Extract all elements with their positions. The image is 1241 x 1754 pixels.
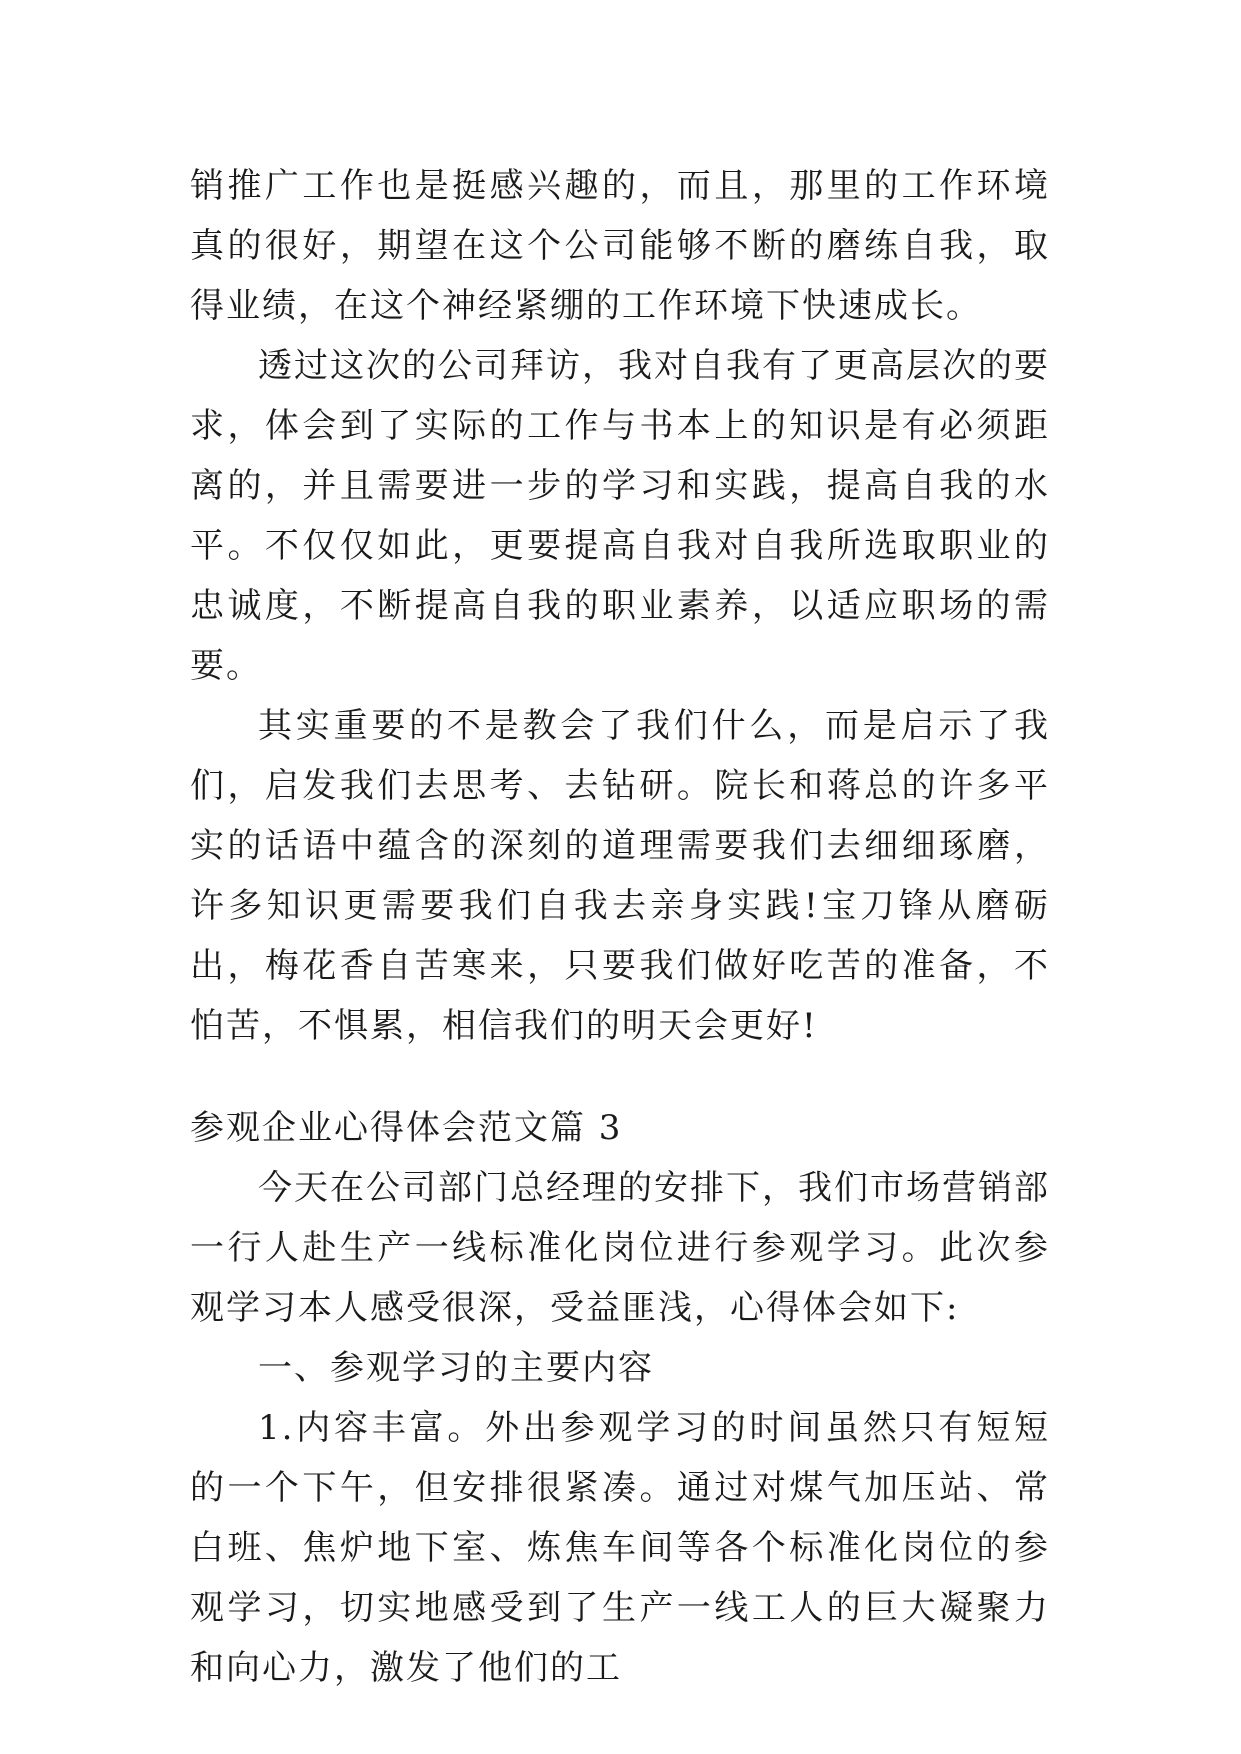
subheading-main-content: 一、参观学习的主要内容: [258, 1348, 654, 1388]
section-title: 参观企业心得体会范文篇 3: [190, 1108, 623, 1148]
paragraph-continued: 销推广工作也是挺感兴趣的，而且，那里的工作环境真的很好，期望在这个公司能够不断的磨练自我，取得业绩，在这个神经紧绷的工作环境下快速成长。: [190, 166, 1050, 326]
paragraph-inspiration: 其实重要的不是教会了我们什么，而是启示了我们，启发我们去思考、去钻研。院长和蒋总的许多平实的话语中蕴含的深刻的道理需要我们去细细琢磨，许多知识更需要我们自我去亲身实践!宝刀锋从磨砺出，梅花香自苦寒来，只要我们做好吃苦的准备，不怕苦，不惧累，相信我们的明天会更好!: [190, 706, 1050, 1046]
paragraph-intro: 今天在公司部门总经理的安排下，我们市场营销部一行人赴生产一线标准化岗位进行参观学习。此次参观学习本人感受很深，受益匪浅，心得体会如下:: [190, 1168, 1050, 1328]
paragraph-point-1: 1.内容丰富。外出参观学习的时间虽然只有短短的一个下午，但安排很紧凑。通过对煤气加压站、常白班、焦炉地下室、炼焦车间等各个标准化岗位的参观学习，切实地感受到了生产一线工人的巨大凝聚力和向心力，激发了他们的工: [190, 1408, 1050, 1688]
document-body: [190, 156, 1050, 1698]
paragraph-visit-reflection: 透过这次的公司拜访，我对自我有了更高层次的要求，体会到了实际的工作与书本上的知识是有必须距离的，并且需要进一步的学习和实践，提高自我的水平。不仅仅如此，更要提高自我对自我所选取职业的忠诚度，不断提高自我的职业素养，以适应职场的需要。: [190, 346, 1050, 686]
